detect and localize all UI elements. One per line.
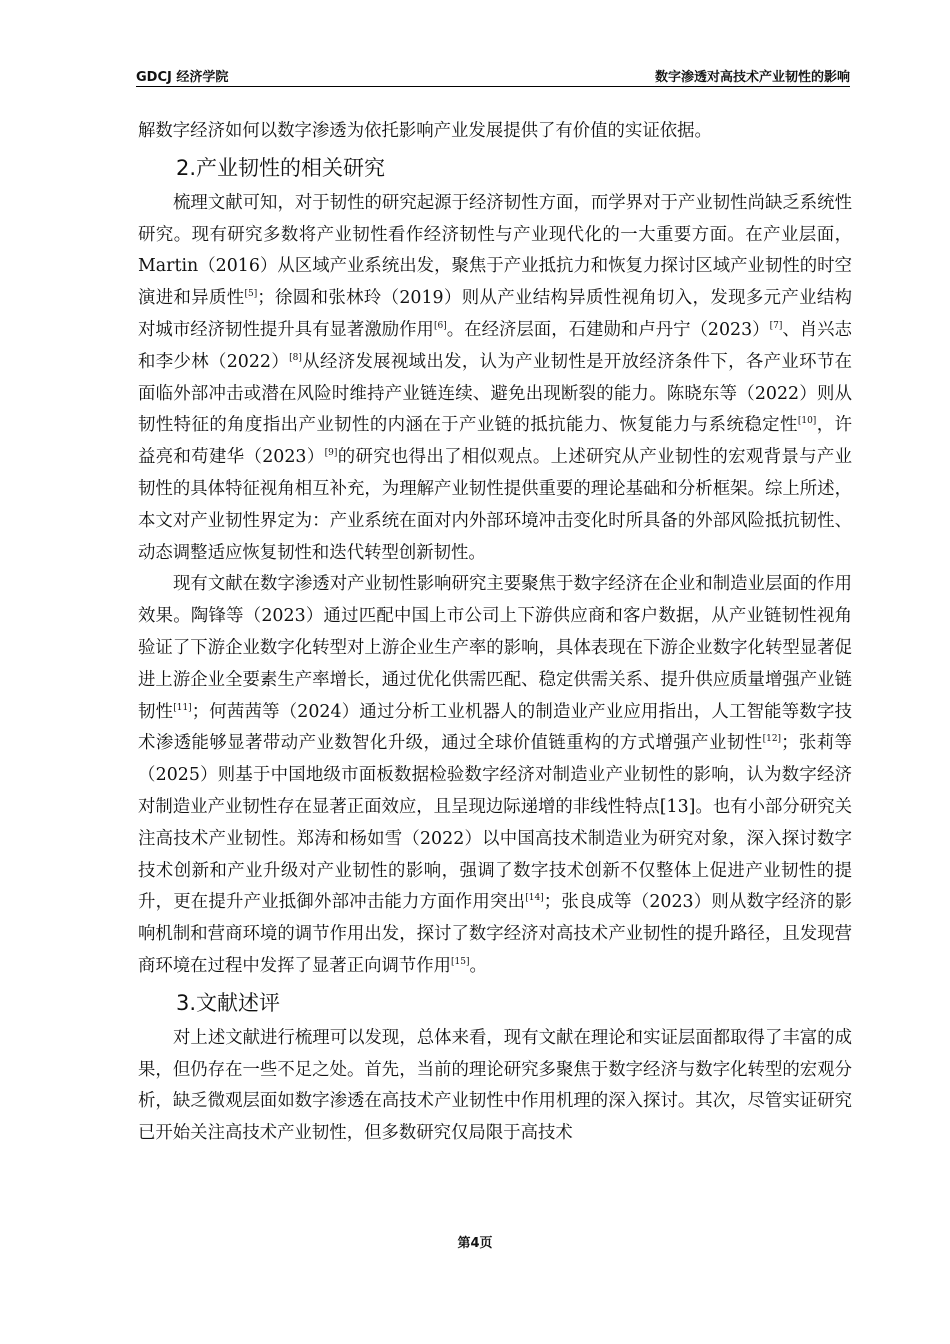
citation: [9] bbox=[324, 448, 338, 459]
citation: [14] bbox=[525, 893, 544, 904]
page-body bbox=[138, 116, 852, 1150]
paragraph-digital-penetration: 现有文献在数字渗透对产业韧性影响研究主要聚焦于数字经济在企业和制造业层面的作用效果。陶锋等（2023）通过匹配中国上市公司上下游供应商和客户数据，从产业链韧性视角验证了下游企业数字化转型对上游企业生产率的影响，具体表现在下游企业数字化转型显著促进上游企业全要素生产率增长，通过优化供需匹配、稳定供需关系、提升供应质量增强产业链韧性[11]；何茜茜等（2024）通过分析工业机器人的制造业产业应用指出，人工智能等数字技术渗透能够显著带动产业数智化升级，通过全球价值链重构的方式增强产业韧性[12]；张莉等（2025）则基于中国地级市面板数据检验数字经济对制造业产业韧性的影响，认为数字经济对制造业产业韧性存在显著正面效应，且呈现边际递增的非线性特点[13]。也有小部分研究关注高技术产业韧性。郑涛和杨如雪（2022）以中国高技术制造业为研究对象，深入探讨数字技术创新和产业升级对产业韧性的影响，强调了数字技术创新不仅整体上促进产业韧性的提升，更在提升产业抵御外部冲击能力方面作用突出[14]；张良成等（2023）则从数字经济的影响机制和营商环境的调节作用出发，探讨了数字经济对高技术产业韧性的提升路径，且发现营商环境在过程中发挥了显著正向调节作用[15]。 bbox=[138, 574, 852, 976]
section-heading-3: 3.文献述评 bbox=[176, 990, 281, 1015]
citation: [7] bbox=[769, 320, 783, 331]
page-header bbox=[136, 62, 850, 87]
citation: [6] bbox=[433, 320, 447, 331]
citation: [5] bbox=[244, 289, 258, 300]
citation: [12] bbox=[762, 734, 782, 745]
header-right: 数字渗透对高技术产业韧性的影响 bbox=[654, 70, 850, 85]
page-number: 第4页 bbox=[457, 1236, 493, 1251]
section-heading-2: 2.产业韧性的相关研究 bbox=[176, 155, 386, 180]
citation: [8] bbox=[289, 352, 302, 363]
paragraph-industry-resilience: 梳理文献可知，对于韧性的研究起源于经济韧性方面，而学界对于产业韧性尚缺乏系统性研究。现有研究多数将产业韧性看作经济韧性与产业现代化的一大重要方面。在产业层面，Martin（2016）从区域产业系统出发，聚焦于产业抵抗力和恢复力探讨区域产业韧性的时空演进和异质性[5]；徐圆和张林玲（2019）则从产业结构异质性视角切入，发现多元产业结构对城市经济韧性提升具有显著激励作用[6]。在经济层面，石建勋和卢丹宁（2023）[7]、肖兴志和李少林（2022）[8]从经济发展视域出发，认为产业韧性是开放经济条件下，各产业环节在面临外部冲击或潜在风险时维持产业链连续、避免出现断裂的能力。陈晓东等（2022）则从韧性特征的角度指出产业韧性的内涵在于产业链的抵抗能力、恢复能力与系统稳定性[10]，许益亮和苟建华（2023）[9]的研究也得出了相似观点。上述研究从产业韧性的宏观背景与产业韧性的具体特征视角相互补充，为理解产业韧性提供重要的理论基础和分析框架。综上所述，本文对产业韧性界定为：产业系统在面对内外部环境冲击变化时所具备的外部风险抵抗韧性、动态调整适应恢复韧性和迭代转型创新韧性。 bbox=[138, 192, 852, 563]
paragraph-literature-review: 对上述文献进行梳理可以发现，总体来看，现有文献在理论和实证层面都取得了丰富的成果，但仍存在一些不足之处。首先，当前的理论研究多聚焦于数字经济与数字化转型的宏观分析，缺乏微观层面如数字渗透在高技术产业韧性中作用机理的深入探讨。其次，尽管实证研究已开始关注高技术产业韧性，但多数研究仅局限于高技术 bbox=[138, 1027, 852, 1144]
citation: [15] bbox=[451, 956, 470, 967]
header-left: GDCJ 经济学院 bbox=[136, 70, 229, 85]
citation: [11] bbox=[173, 702, 192, 713]
citation: [10] bbox=[797, 416, 817, 427]
paragraph-continuation: 解数字经济如何以数字渗透为依托影响产业发展提供了有价值的实证依据。 bbox=[138, 121, 712, 141]
